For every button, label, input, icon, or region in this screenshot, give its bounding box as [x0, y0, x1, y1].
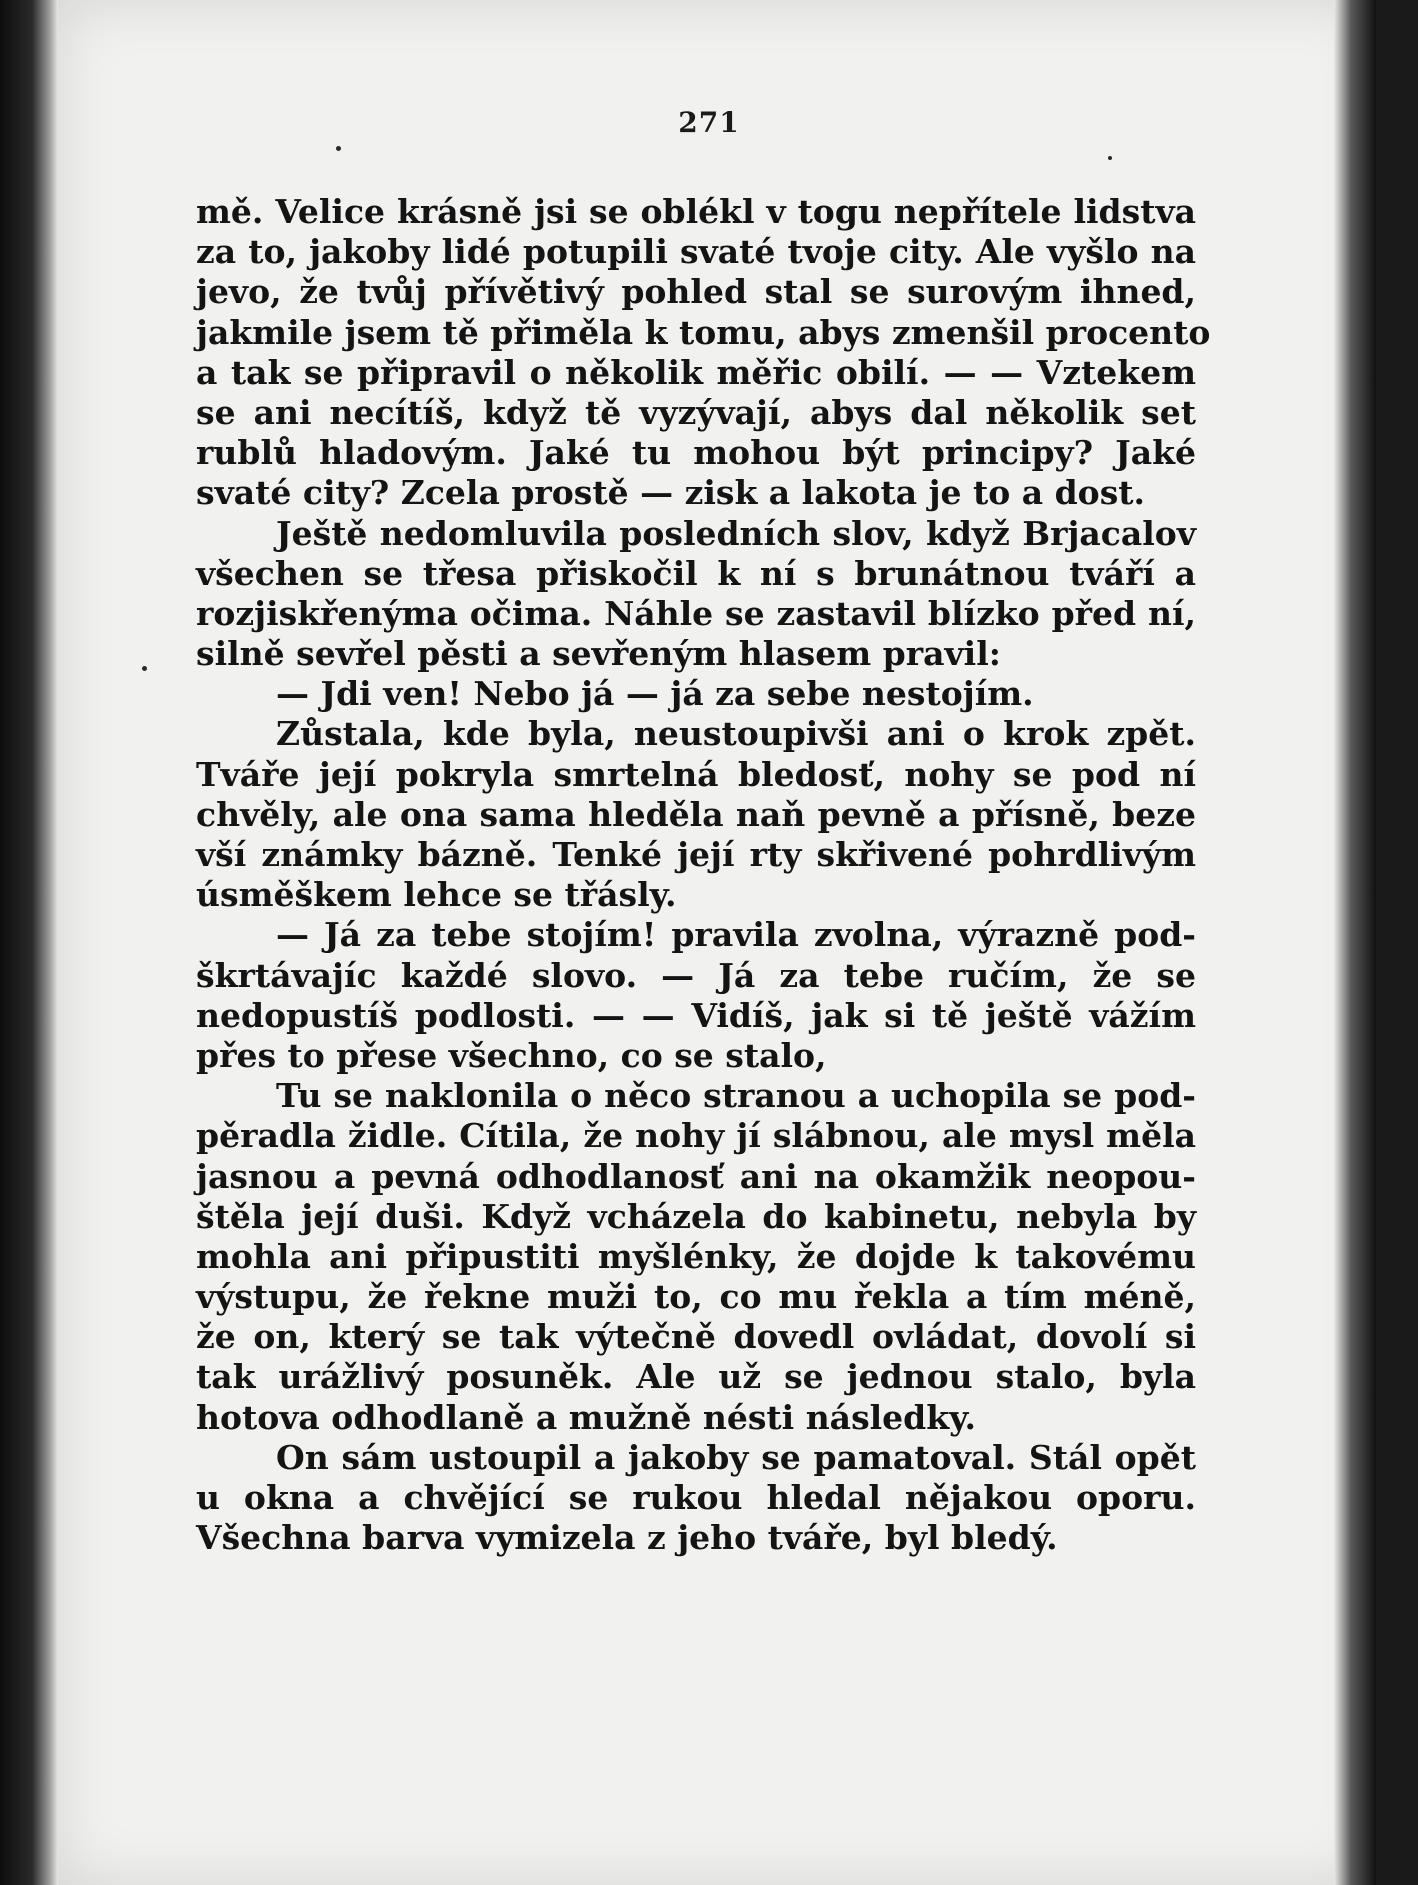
- text-line: všechen se třesa přiskočil k ní s brunátnou tváří a: [196, 553, 1196, 593]
- text-line: že on, který se tak výtečně dovedl ovládat, dovolí si: [196, 1317, 1196, 1357]
- text-line: u okna a chvějící se rukou hledal nějakou oporu.: [196, 1478, 1196, 1517]
- text-line: silně sevřel pěsti a sevřeným hlasem pravil:: [196, 634, 1001, 674]
- text-line: vší známky bázně. Tenké její rty skřivené pohrdlivým: [196, 835, 1196, 874]
- text-line: tak urážlivý posuněk. Ale už se jednou stalo, byla: [196, 1357, 1196, 1397]
- text-line: rozjiskřenýma očima. Náhle se zastavil blízko před ní,: [196, 593, 1196, 633]
- text-line: — Jdi ven! Nebo já — já za sebe nestojím.: [276, 674, 1034, 714]
- text-line: štěla její duši. Když vcházela do kabinetu, nebyla by: [196, 1196, 1196, 1236]
- text-line: svaté city? Zcela prostě — zisk a lakota je to a dost.: [196, 473, 1146, 513]
- print-speck: [142, 666, 147, 671]
- text-line: výstupu, že řekne muži to, co mu řekla a tím méně,: [196, 1277, 1196, 1317]
- text-line: přes to přese všechno, co se stalo,: [196, 1035, 827, 1075]
- text-line: Ještě nedomluvila posledních slov, když Brjacalov: [276, 513, 1196, 553]
- text-line: chvěly, ale ona sama hleděla naň pevně a přísně, beze: [196, 794, 1196, 834]
- text-line: hotova odhodlaně a mužně nésti následky.: [196, 1397, 976, 1437]
- text-line: mohla ani připustiti myšlénky, že dojde k takovému: [196, 1236, 1196, 1276]
- page-number: 271: [678, 106, 740, 139]
- page-edge-shadow: [1334, 0, 1376, 1885]
- text-line: za to, jakoby lidé potupili svaté tvoje city. Ale vyšlo na: [196, 232, 1196, 272]
- print-speck: [336, 146, 341, 151]
- text-line: On sám ustoupil a jakoby se pamatoval. Stál opět: [276, 1437, 1196, 1477]
- text-line: jasnou a pevná odhodlanosť ani na okamžik neopou-: [196, 1156, 1196, 1196]
- body-text: [196, 192, 1211, 1558]
- text-line: Zůstala, kde byla, neustoupivši ani o krok zpět.: [276, 714, 1196, 754]
- text-line: úsměškem lehce se třásly.: [196, 875, 677, 915]
- text-line: a tak se připravil o několik měřic obilí. — — Vztekem: [196, 352, 1196, 392]
- text-line: jevo, že tvůj přívětivý pohled stal se surovým ihned,: [196, 272, 1196, 312]
- text-line: pěradla židle. Cítila, že nohy jí slábnou, ale mysl měla: [196, 1116, 1196, 1156]
- text-line: Všechna barva vymizela z jeho tváře, byl bledý.: [196, 1518, 1058, 1558]
- print-speck: [1108, 156, 1112, 160]
- text-line: se ani necítíš, když tě vyzývají, abys dal několik set: [196, 392, 1196, 432]
- text-line: Tu se naklonila o něco stranou a uchopila se pod-: [276, 1076, 1196, 1116]
- text-line: škrtávajíc každé slovo. — Já za tebe ručím, že se: [196, 955, 1196, 995]
- text-line: nedopustíš podlosti. — — Vidíš, jak si tě ještě vážím: [196, 995, 1196, 1035]
- text-line: mě. Velice krásně jsi se oblékl v togu nepřítele lidstva: [196, 192, 1196, 231]
- text-line: Tváře její pokryla smrtelná bledosť, nohy se pod ní: [196, 754, 1196, 794]
- text-line: rublů hladovým. Jaké tu mohou být principy? Jaké: [196, 433, 1196, 473]
- text-line: — Já za tebe stojím! pravila zvolna, výrazně pod-: [276, 915, 1196, 955]
- text-line: jakmile jsem tě přiměla k tomu, abys zmenšil procento: [196, 312, 1211, 352]
- binding-shadow: [0, 0, 58, 1885]
